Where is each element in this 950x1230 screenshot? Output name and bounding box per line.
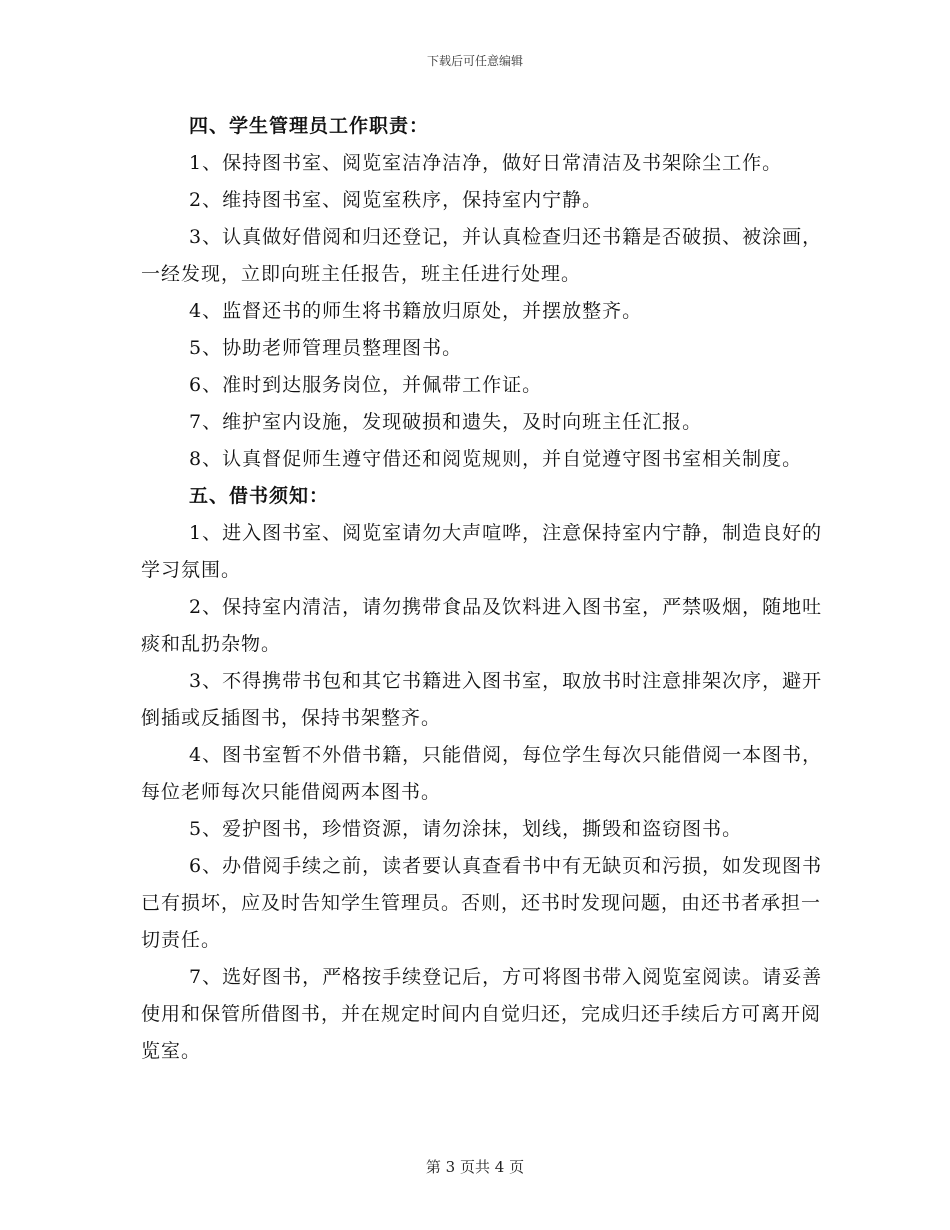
rule-item-5: 5、爱护图书，珍惜资源，请勿涂抹，划线，撕毁和盗窃图书。 [189,818,743,840]
rule-item-7: 7、选好图书，严格按手续登记后，方可将图书带入阅览室阅读。请妥善使用和保管所借图书，并在规定时间内自觉归还，完成归还手续后方可离开阅览室。 [141,966,823,1062]
duty-item-2: 2、维持图书室、阅览室秩序，保持室内宁静。 [189,189,603,211]
duty-item-6: 6、准时到达服务岗位，并佩带工作证。 [189,374,543,396]
rule-item-3: 3、不得携带书包和其它书籍进入图书室，取放书时注意排架次序，避开倒插或反插图书，保持书架整齐。 [141,670,823,729]
duty-item-4: 4、监督还书的师生将书籍放归原处，并摆放整齐。 [189,300,643,322]
rule-item-6: 6、办借阅手续之前，读者要认真查看书中有无缺页和污损，如发现图书已有损坏，应及时告知学生管理员。否则，还书时发现问题，由还书者承担一切责任。 [141,855,823,951]
document-body [141,108,831,1070]
duty-item-5: 5、协助老师管理员整理图书。 [189,337,463,359]
rule-item-2: 2、保持室内清洁，请勿携带食品及饮料进入图书室，严禁吸烟，随地吐痰和乱扔杂物。 [141,596,823,655]
section-heading-duties: 四、学生管理员工作职责： [189,115,430,137]
page-header: 下载后可任意编辑 [426,54,523,68]
duty-item-1: 1、保持图书室、阅览室洁净洁净，做好日常清洁及书架除尘工作。 [189,152,783,174]
rule-item-4: 4、图书室暂不外借书籍，只能借阅，每位学生每次只能借阅一本图书，每位老师每次只能借阅两本图书。 [141,744,823,803]
duty-item-7: 7、维护室内设施，发现破损和遗失，及时向班主任汇报。 [189,411,703,433]
duty-item-3: 3、认真做好借阅和归还登记，并认真检查归还书籍是否破损、被涂画，一经发现，立即向班主任报告，班主任进行处理。 [141,226,823,285]
duty-item-8: 8、认真督促师生遵守借还和阅览规则，并自觉遵守图书室相关制度。 [189,448,803,470]
page-footer: 第 3 页共 4 页 [425,1158,525,1176]
section-heading-borrowing-rules: 五、借书须知： [189,485,330,507]
rule-item-1: 1、进入图书室、阅览室请勿大声喧哗，注意保持室内宁静，制造良好的学习氛围。 [141,522,823,581]
